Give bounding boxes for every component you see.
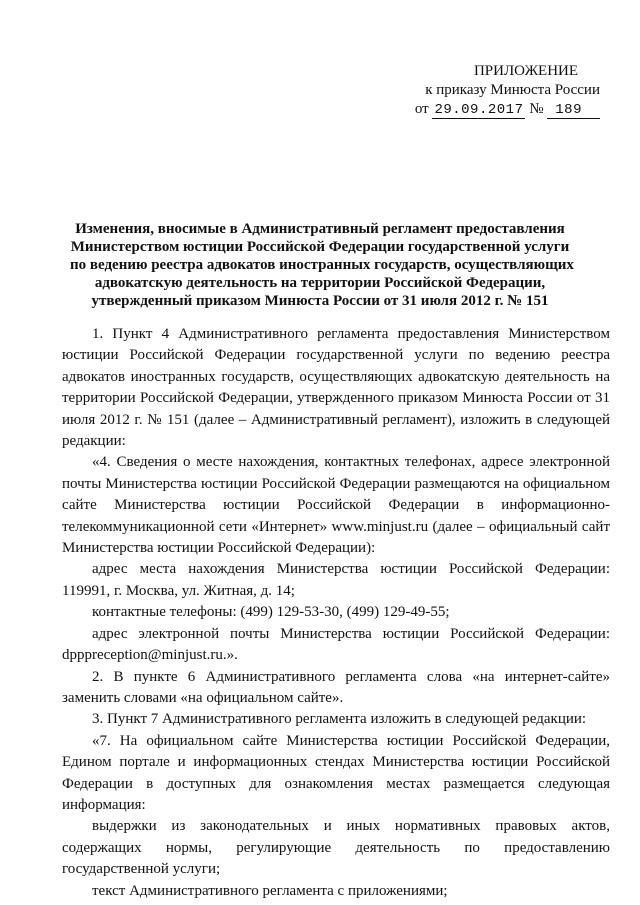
title-line: по ведению реестра адвокатов иностранных государств, осуществляющих [70, 257, 574, 273]
paragraph-email: адрес электронной почты Министерства юстиции Российской Федерации: dpppreception@minjust.ru.». [62, 625, 610, 664]
paragraph-item-2: 2. В пункте 6 Административного регламента слова «на интернет-сайте» заменить словами «на официальном сайте». [62, 668, 610, 706]
title-line: утвержденный приказом Минюста России от 31 июля 2012 г. № 151 [91, 293, 549, 309]
paragraph-item-1: 1. Пункт 4 Административного регламента предоставления Министерством юстиции Российской Федерации государственной услуги по ведению реестра адвокатов иностранных государств, осуществляющих адвокатскую деятельность на территории Российской Федерации, утвержденного приказом Минюста России от 31 июля 2012 г. № 151 (далее – Административный регламент), изложить в следующей редакции: [62, 326, 610, 450]
paragraph-address: адрес места нахождения Министерства юстиции Российской Федерации: 119991, г. Москва, ул. Житная, д. 14; [62, 561, 610, 599]
number-label: № [529, 101, 544, 117]
appendix-block [400, 62, 600, 120]
title-line: адвокатскую деятельность на территории Российской Федерации, [94, 275, 546, 291]
date-prefix: от [414, 101, 429, 117]
title-line: Министерством юстиции Российской Федерации государственной услуги [70, 239, 570, 255]
appendix-heading: ПРИЛОЖЕНИЕ [473, 63, 579, 79]
document-body [62, 324, 610, 902]
paragraph-regulation-text: текст Административного регламента с приложениями; [92, 882, 448, 899]
paragraph-item-4-quote: «4. Сведения о месте нахождения, контактных телефонах, адресе электронной почты Министерства юстиции Российской Федерации размещаются на официальном сайте Министерства юстиции Российской Федерации в информационно-телекоммуникационной сети «Интернет» www.minjust.ru (далее – официальный сайт Министерства юстиции Российской Федерации): [62, 454, 610, 557]
document-title [70, 220, 574, 310]
order-number: 189 [547, 102, 600, 119]
appendix-date-line [400, 100, 600, 120]
paragraph-item-7-quote: «7. На официальном сайте Министерства юстиции Российской Федерации, Едином портале и информационных стендах Министерства юстиции Российской Федерации в доступных для ознакомления местах размещается следующая информация: [62, 732, 610, 813]
paragraph-phones: контактные телефоны: (499) 129-53-30, (499) 129-49-55; [92, 604, 450, 621]
order-date: 29.09.2017 [434, 102, 524, 118]
title-line: Изменения, вносимые в Административный регламент предоставления [75, 221, 565, 237]
paragraph-item-3: 3. Пункт 7 Административного регламента изложить в следующей редакции: [92, 711, 587, 728]
appendix-order-reference: к приказу Минюста России [425, 82, 600, 98]
paragraph-excerpts: выдержки из законодательных и иных нормативных правовых актов, содержащих нормы, регулирующие деятельность по предоставлению государственной услуги; [62, 818, 610, 878]
